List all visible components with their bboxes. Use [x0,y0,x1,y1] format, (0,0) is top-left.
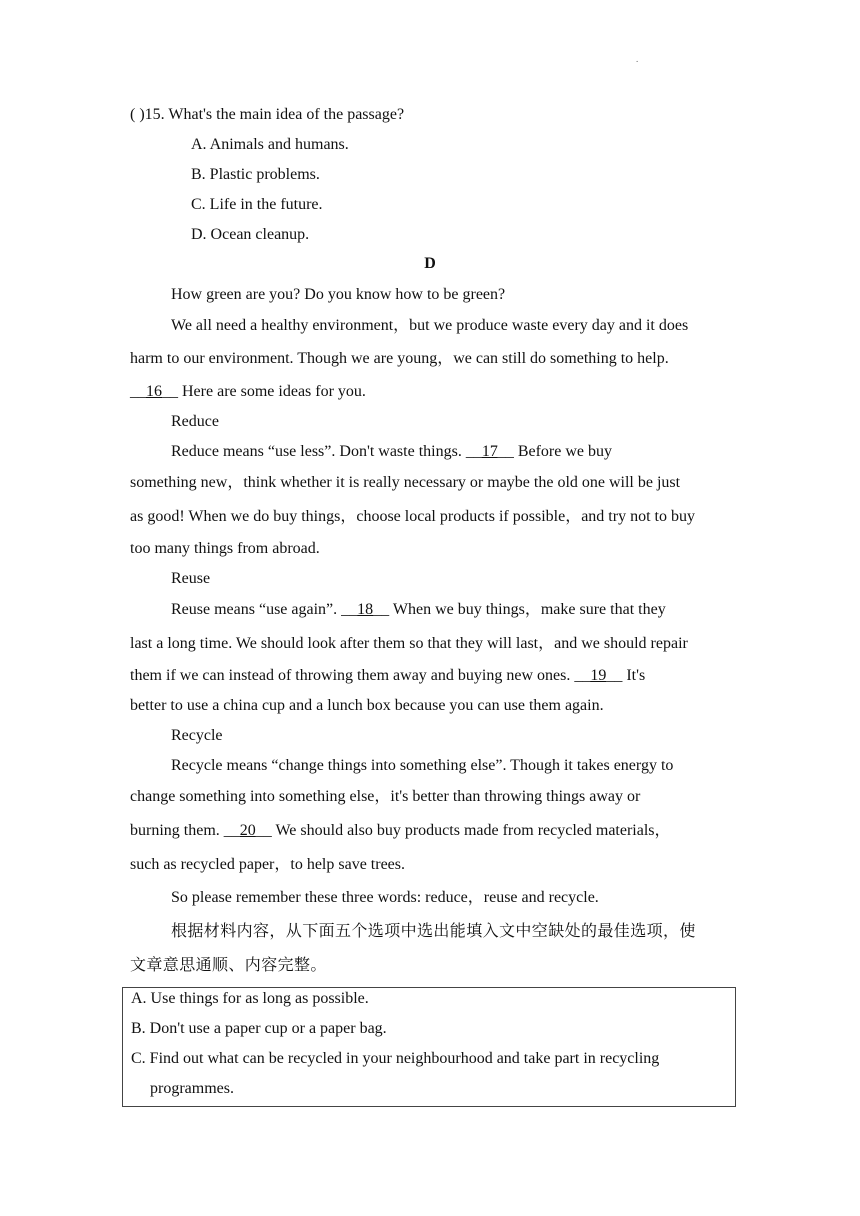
instruction-line-2: 文章意思通顺、内容完整。 [130,955,327,974]
choice-c-line-2: programmes. [150,1080,234,1097]
reuse-line-4: better to use a china cup and a lunch box because you can use them again. [130,697,604,714]
recycle-line-2: change something into something else，it's better than throwing things away or [130,788,641,805]
q15-option-a: A. Animals and humans. [191,136,349,153]
reduce-line-2: something new，think whether it is really necessary or maybe the old one will be just [130,474,681,491]
reduce-heading: Reduce [171,413,219,430]
blank-16: 16 [146,383,162,400]
blank-20: 20 [239,822,256,839]
choices-box [122,987,736,1107]
reuse-line-2: last a long time. We should look after them so that they will last，and we should repair [130,635,688,652]
choice-a: A. Use things for as long as possible. [131,990,369,1007]
text-run: Reduce means “use less”. Don't waste things. __ [171,443,482,460]
instruction-line-1: 根据材料内容，从下面五个选项中选出能填入文中空缺处的最佳选项，使 [171,921,696,940]
blank-19: 19 [590,667,607,684]
question-15-stem: ( )15. What's the main idea of the passage? [130,106,405,123]
text-run: Reuse means “use again”. __ [171,601,358,618]
text-run: __ Before we buy [497,443,612,460]
reduce-line-4: too many things from abroad. [130,540,320,557]
top-mark: . [636,54,639,64]
closing-line: So please remember these three words: reduce，reuse and recycle. [171,889,599,906]
blank-fill: __ [130,383,146,400]
text-run: __ We should also buy products made from recycled materials， [255,822,671,839]
q15-option-c: C. Life in the future. [191,196,323,213]
choice-b: B. Don't use a paper cup or a paper bag. [131,1020,387,1037]
passage-intro: How green are you? Do you know how to be green? [171,286,506,303]
paragraph-1-line-3 [130,382,366,402]
reuse-heading: Reuse [171,570,211,587]
q15-option-b: B. Plastic problems. [191,166,320,183]
q15-option-d: D. Ocean cleanup. [191,226,310,243]
recycle-line-4: such as recycled paper，to help save trees. [130,856,405,873]
reuse-line-1 [171,600,666,620]
recycle-line-1: Recycle means “change things into something else”. Though it takes energy to [171,757,674,774]
section-heading: D [424,255,436,272]
blank-18: 18 [357,601,374,618]
text-run: __ When we buy things，make sure that they [373,601,666,618]
text-run: burning them. __ [130,822,240,839]
paragraph-1-line-1: We all need a healthy environment，but we produce waste every day and it does [171,317,689,334]
blank-17: 17 [481,443,498,460]
recycle-heading: Recycle [171,727,223,744]
paragraph-1-line-2: harm to our environment. Though we are young，we can still do something to help. [130,350,669,367]
reuse-line-3 [130,666,645,686]
text-run: them if we can instead of throwing them away and buying new ones. __ [130,667,591,684]
blank-fill: __ Here are some ideas for you. [162,383,366,400]
recycle-line-3 [130,821,671,841]
choice-c-line-1: C. Find out what can be recycled in your neighbourhood and take part in recycling [131,1050,660,1067]
text-run: __ It's [606,667,646,684]
reduce-line-3: as good! When we do buy things，choose local products if possible，and try not to buy [130,508,695,525]
reduce-line-1 [171,442,612,462]
